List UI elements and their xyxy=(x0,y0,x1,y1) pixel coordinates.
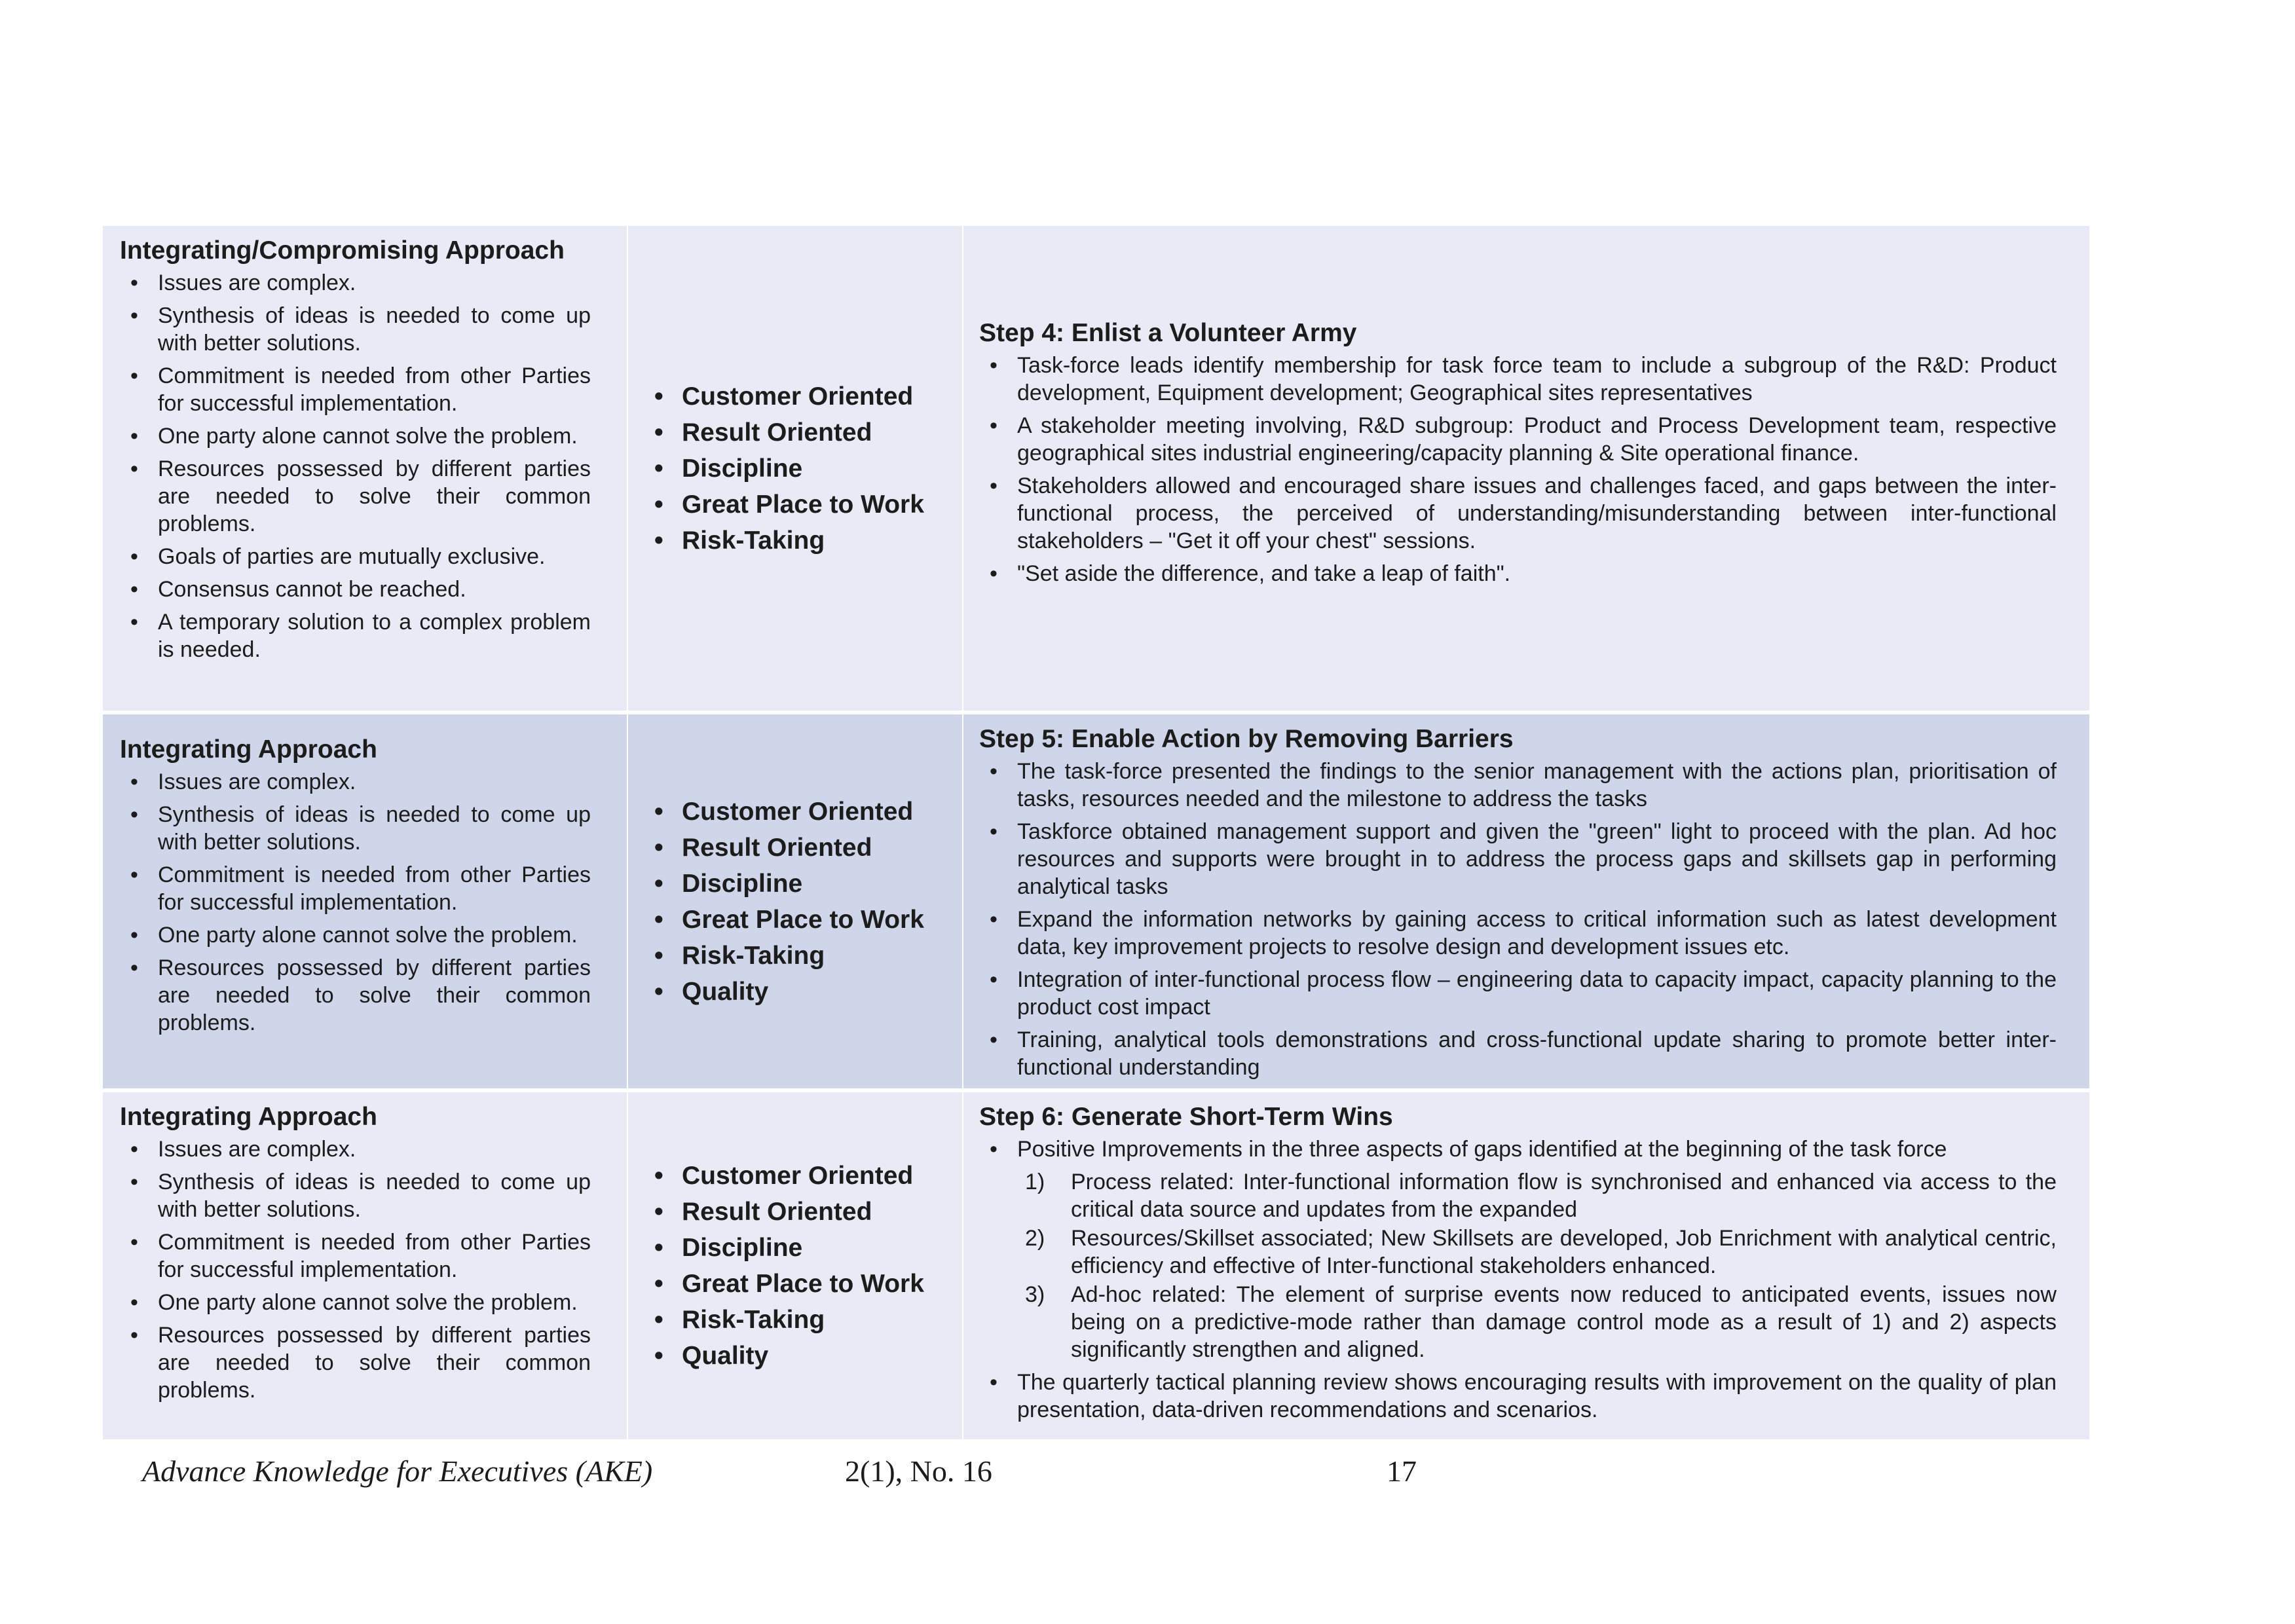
list-item: • Task-force leads identify membership for task force team to include a subgroup of the R&D: Product development, Equipment development; Geographical sites representatives xyxy=(979,352,2057,407)
list-item: • One party alone cannot solve the problem. xyxy=(120,422,591,450)
footer-journal-name: Advance Knowledge for Executives (AKE) xyxy=(142,1454,653,1488)
list-item: • Synthesis of ideas is needed to come up with better solutions. xyxy=(120,1168,591,1223)
list-item: • Positive Improvements in the three aspects of gaps identified at the beginning of the task force xyxy=(979,1135,2057,1163)
list-item: • Integration of inter-functional process flow – engineering data to capacity impact, capacity planning to the product cost impact xyxy=(979,966,2057,1021)
change-management-table xyxy=(103,226,2089,1439)
sub-list-item xyxy=(979,1225,2057,1280)
list-item: • Issues are complex. xyxy=(120,269,591,297)
approach-list xyxy=(120,269,591,669)
sub-item-number: 2) xyxy=(1025,1226,1045,1251)
value-item: • Risk-Taking xyxy=(650,1302,949,1338)
value-item: • Discipline xyxy=(650,866,949,902)
value-item: • Quality xyxy=(650,1338,949,1374)
step-list xyxy=(979,1135,2057,1168)
list-item: • A stakeholder meeting involving, R&D subgroup: Product and Process Development team, respective geographical sites industrial engineering/capacity planning & Site operational finance. xyxy=(979,412,2057,467)
approach-cell xyxy=(103,1092,627,1439)
sub-list-item xyxy=(979,1281,2057,1363)
list-item: • Commitment is needed from other Parties for successful implementation. xyxy=(120,362,591,417)
approach-title: Integrating Approach xyxy=(120,1103,377,1131)
values-cell xyxy=(628,1092,962,1439)
list-item: • Resources possessed by different parties are needed to solve their common problems. xyxy=(120,1321,591,1404)
value-item: • Result Oriented xyxy=(650,415,949,451)
list-item: • One party alone cannot solve the problem. xyxy=(120,921,591,949)
value-item: • Quality xyxy=(650,974,949,1010)
value-item: • Customer Oriented xyxy=(650,378,949,415)
value-item: • Customer Oriented xyxy=(650,794,949,830)
values-cell xyxy=(628,714,962,1088)
step-sub-list xyxy=(979,1168,2057,1365)
sub-item-text: Process related: Inter-functional information flow is synchronised and enhanced via access to the critical data source and updates from the expanded xyxy=(1071,1170,2057,1222)
list-item: • Resources possessed by different parties are needed to solve their common problems. xyxy=(120,954,591,1037)
list-item: • "Set aside the difference, and take a leap of faith". xyxy=(979,560,2057,587)
step-list xyxy=(979,758,2057,1086)
list-item: • Synthesis of ideas is needed to come up with better solutions. xyxy=(120,801,591,856)
list-item: • Expand the information networks by gaining access to critical information such as latest development data, key improvement projects to resolve design and development issues etc. xyxy=(979,906,2057,961)
values-list xyxy=(650,1158,949,1374)
sub-item-text: Resources/Skillset associated; New Skillsets are developed, Job Enrichment with analytical centric, efficiency and effective of Inter-functional stakeholders enhanced. xyxy=(1071,1226,2057,1278)
value-item: • Great Place to Work xyxy=(650,902,949,938)
approach-title: Integrating/Compromising Approach xyxy=(120,236,565,265)
sub-list-item xyxy=(979,1168,2057,1223)
footer-page-number: 17 xyxy=(1387,1454,1417,1488)
footer-issue: 2(1), No. 16 xyxy=(845,1454,992,1488)
list-item: • One party alone cannot solve the problem. xyxy=(120,1289,591,1316)
list-item: • A temporary solution to a complex problem is needed. xyxy=(120,608,591,663)
value-item: • Discipline xyxy=(650,451,949,487)
value-item: • Risk-Taking xyxy=(650,523,949,559)
step-title: Step 6: Generate Short-Term Wins xyxy=(979,1103,1393,1131)
list-item: • The quarterly tactical planning review shows encouraging results with improvement on the quality of plan presentation, data-driven recommendations and scenarios. xyxy=(979,1369,2057,1424)
value-item: • Result Oriented xyxy=(650,1194,949,1230)
value-item: • Great Place to Work xyxy=(650,487,949,523)
list-item: • Issues are complex. xyxy=(120,768,591,796)
step-cell xyxy=(963,714,2089,1088)
list-item: • Goals of parties are mutually exclusive. xyxy=(120,543,591,570)
value-item: • Discipline xyxy=(650,1230,949,1266)
approach-cell xyxy=(103,226,627,710)
value-item: • Result Oriented xyxy=(650,830,949,866)
values-list xyxy=(650,794,949,1010)
values-cell xyxy=(628,226,962,710)
step-cell xyxy=(963,1092,2089,1439)
list-item: • Training, analytical tools demonstrations and cross-functional update sharing to promote better inter-functional understanding xyxy=(979,1026,2057,1081)
step-list xyxy=(979,352,2057,593)
sub-item-text: Ad-hoc related: The element of surprise events now reduced to anticipated events, issues now being on a predictive-mode rather than damage control mode as a result of 1) and 2) aspects significantly strengthen and aligned. xyxy=(1071,1282,2057,1362)
list-item: • Taskforce obtained management support and given the "green" light to proceed with the plan. Ad hoc resources and supports were brought in to address the process gaps and skillsets gap in performing analytical tasks xyxy=(979,818,2057,900)
list-item: • Commitment is needed from other Parties for successful implementation. xyxy=(120,1228,591,1283)
step-list-closing xyxy=(979,1369,2057,1429)
approach-title: Integrating Approach xyxy=(120,735,377,764)
value-item: • Customer Oriented xyxy=(650,1158,949,1194)
list-item: • Commitment is needed from other Parties for successful implementation. xyxy=(120,861,591,916)
list-item: • Consensus cannot be reached. xyxy=(120,576,591,603)
approach-list xyxy=(120,768,591,1042)
list-item: • The task-force presented the findings to the senior management with the actions plan, prioritisation of tasks, resources needed and the milestone to address the tasks xyxy=(979,758,2057,813)
list-item: • Stakeholders allowed and encouraged share issues and challenges faced, and gaps between the inter-functional process, the perceived of understanding/misunderstanding between inter-functional stakeholders – "Get it off your chest" sessions. xyxy=(979,472,2057,555)
list-item: • Resources possessed by different parties are needed to solve their common problems. xyxy=(120,455,591,538)
values-list xyxy=(650,378,949,559)
value-item: • Great Place to Work xyxy=(650,1266,949,1302)
approach-list xyxy=(120,1135,591,1409)
approach-cell xyxy=(103,714,627,1088)
value-item: • Risk-Taking xyxy=(650,938,949,974)
step-title: Step 4: Enlist a Volunteer Army xyxy=(979,319,1357,347)
step-title: Step 5: Enable Action by Removing Barriers xyxy=(979,725,1514,753)
list-item: • Issues are complex. xyxy=(120,1135,591,1163)
sub-item-number: 3) xyxy=(1025,1282,1045,1307)
sub-item-number: 1) xyxy=(1025,1170,1045,1194)
step-cell xyxy=(963,226,2089,710)
list-item: • Synthesis of ideas is needed to come up with better solutions. xyxy=(120,302,591,357)
